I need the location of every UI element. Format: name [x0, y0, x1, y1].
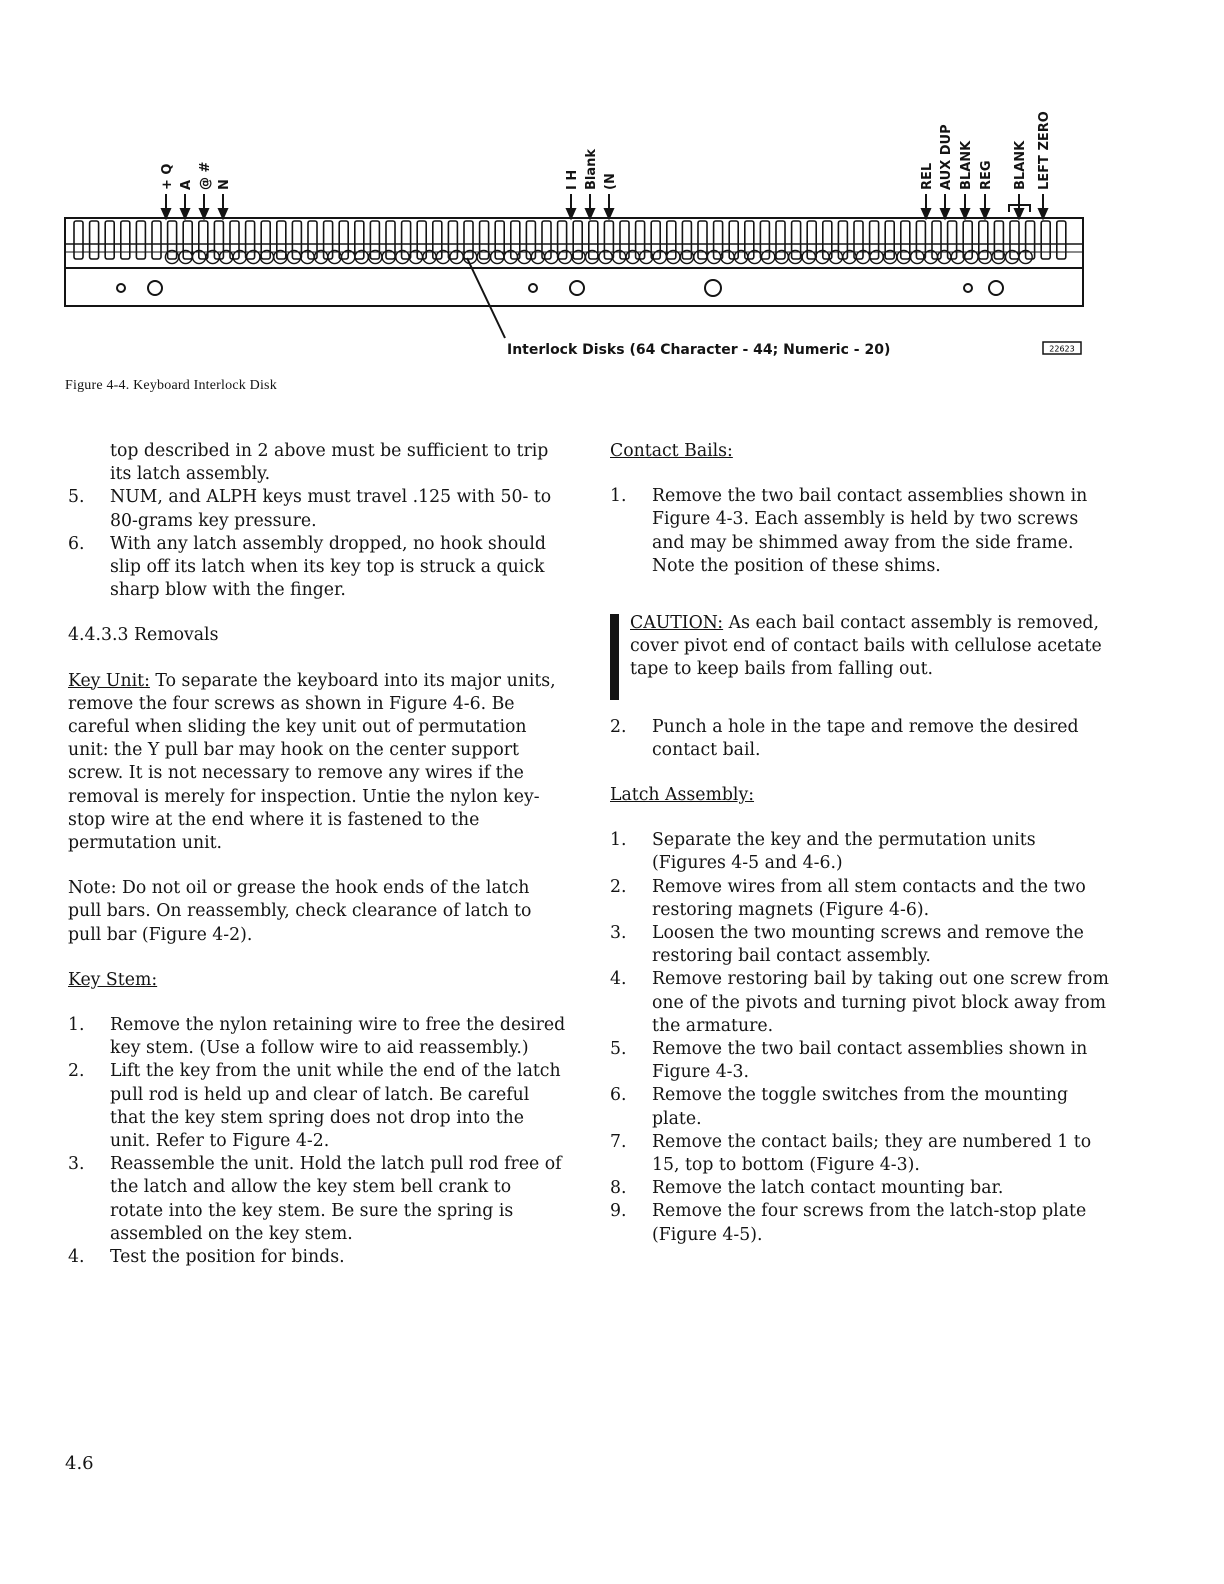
list-item — [68, 1060, 568, 1153]
figure-caption: Figure 4-4. Keyboard Interlock Disk — [65, 378, 277, 393]
list-item-number: 9. — [610, 1201, 627, 1222]
page-number: 4.6 — [65, 1453, 94, 1474]
right-column — [610, 440, 1110, 1247]
contact-bails-heading: Contact Bails: — [610, 441, 733, 461]
left-column — [68, 440, 568, 1269]
caution-text: As each bail contact assembly is removed, cover pivot end of contact bails with cellulose acetate tape to keep bails from falling out. — [630, 613, 1102, 680]
list-item-text: Loosen the two mounting screws and remove the restoring bail contact assembly. — [652, 923, 1084, 967]
latch-assembly-heading: Latch Assembly: — [610, 785, 755, 806]
key-stem — [324, 221, 333, 259]
key-stem — [994, 221, 1003, 259]
key-arrow-head — [1039, 209, 1047, 218]
key-label: LEFT ZERO — [1037, 111, 1052, 190]
hole — [705, 280, 721, 296]
list-item-number: 1. — [610, 830, 627, 851]
list-item — [610, 876, 1110, 922]
key-stem — [651, 221, 660, 259]
list-item-text: Remove the four screws from the latch-stop plate (Figure 4-5). — [652, 1201, 1087, 1245]
key-stem — [885, 221, 894, 259]
section-heading: 4.4.3.3 Removals — [68, 625, 219, 646]
key-arrow-head — [567, 209, 575, 218]
key-arrow-head — [1015, 209, 1023, 218]
list-item-number: 6. — [68, 533, 85, 554]
key-label: A — [179, 179, 194, 190]
key-arrow-head — [181, 209, 189, 218]
key-label: + Q — [160, 163, 175, 190]
list-item-text: Remove the latch contact mounting bar. — [652, 1178, 1004, 1199]
list-item — [610, 968, 1110, 1038]
hole — [570, 281, 584, 295]
list-item — [610, 829, 1110, 875]
key-arrows — [162, 194, 1047, 218]
continuation-text: top described in 2 above must be sufficient to trip its latch assembly. — [110, 441, 549, 485]
list-item — [68, 1153, 568, 1246]
key-stem — [760, 221, 769, 259]
key-stem — [480, 221, 489, 259]
list-item-number: 1. — [610, 486, 627, 507]
list-item-number: 3. — [610, 923, 627, 944]
keyboard-frame-lower — [65, 268, 1083, 306]
list-item-text: Reassemble the unit. Hold the latch pull rod free of the latch and allow the key stem bell crank to rotate into the key stem. Be sure the spring is assembled on the key stem. — [110, 1154, 562, 1244]
list-item-text: NUM, and ALPH keys must travel .125 with 50- to 80-grams key pressure. — [110, 487, 552, 531]
list-item-number: 2. — [610, 716, 627, 737]
list-item — [610, 922, 1110, 968]
key-stem — [1026, 221, 1035, 259]
key-stem — [776, 221, 785, 259]
key-unit-paragraph: Key Unit: To separate the keyboard into its major units, remove the four screws as shown in Figure 4-6. Be careful when sliding the key unit out of permutation unit: the Y pull bar may hook on the center support screw. It is not necessary to remove any wires if the removal is merely for inspection. Untie the nylon key-stop wire at the end where it is fastened to the permutation unit. — [68, 670, 556, 854]
list-item-text: Remove restoring bail by taking out one screw from one of the pivots and turning pivot block away from the armature. — [652, 969, 1109, 1036]
list-item-number: 2. — [610, 876, 627, 897]
key-label: Blank — [584, 148, 599, 190]
key-stem — [1057, 221, 1066, 259]
key-stem — [90, 221, 99, 259]
key-stem — [370, 221, 379, 259]
key-arrow-head — [981, 209, 989, 218]
list-item — [610, 1177, 1110, 1200]
key-arrow-head — [200, 209, 208, 218]
key-stem — [526, 221, 535, 259]
key-label: N — [217, 179, 232, 190]
caution-bar — [610, 614, 619, 700]
list-item-text: Separate the key and the permutation units (Figures 4-5 and 4-6.) — [652, 830, 1036, 874]
key-stem-list — [68, 1014, 568, 1269]
key-label: BLANK — [959, 140, 974, 190]
list-item-number: 1. — [68, 1015, 85, 1036]
key-arrow-head — [605, 209, 613, 218]
key-stem — [963, 221, 972, 259]
hole — [529, 284, 537, 292]
list-item-text: Remove the two bail contact assemblies shown in Figure 4-3. — [652, 1039, 1088, 1083]
key-stem — [152, 221, 161, 259]
key-label: @ # — [198, 161, 213, 190]
key-stem — [277, 221, 286, 259]
key-label: (N — [603, 173, 618, 190]
list-item-text: Test the position for binds. — [110, 1247, 345, 1268]
key-label: I H — [565, 169, 580, 190]
hole — [989, 281, 1003, 295]
list-item-text: Remove wires from all stem contacts and the two restoring magnets (Figure 4-6). — [652, 876, 1086, 920]
key-stem — [402, 221, 411, 259]
list-item — [610, 485, 1110, 578]
hole — [117, 284, 125, 292]
list-item-number: 6. — [610, 1085, 627, 1106]
list-item-number: 2. — [68, 1061, 85, 1082]
key-label: REL — [920, 162, 935, 190]
key-stem-heading: Key Stem: — [68, 969, 158, 990]
key-stem — [121, 221, 130, 259]
test-items — [68, 486, 568, 602]
hole — [148, 281, 162, 295]
key-stem — [168, 221, 177, 259]
list-item-number: 4. — [610, 969, 627, 990]
list-item — [610, 1200, 1110, 1246]
key-label: AUX DUP — [939, 124, 954, 190]
key-stem — [573, 221, 582, 259]
key-stem — [682, 221, 691, 259]
key-arrow-head — [922, 209, 930, 218]
key-arrow-head — [586, 209, 594, 218]
mounting-holes — [117, 280, 1003, 296]
list-item-text: Remove the two bail contact assemblies shown in Figure 4-3. Each assembly is held by two screws and may be shimmed away from the side frame. Note the position of these shims. — [652, 486, 1088, 576]
key-stem — [448, 221, 457, 259]
ref-number: 22623 — [1049, 344, 1075, 354]
list-item — [610, 1131, 1110, 1177]
key-arrow-head — [941, 209, 949, 218]
key-stem — [105, 221, 114, 259]
key-stem — [74, 221, 83, 259]
list-item-number: 7. — [610, 1131, 627, 1152]
key-labels — [160, 111, 1052, 190]
contact-bails-list — [610, 485, 1110, 578]
key-label: BLANK — [1013, 140, 1028, 190]
keyboard-interlock-figure — [0, 0, 1224, 370]
list-item — [68, 1246, 568, 1269]
list-item-text: With any latch assembly dropped, no hook should slip off its latch when its key top is struck a quick sharp blow with the finger. — [110, 533, 546, 601]
callout-label: Interlock Disks (64 Character - 44; Numeric - 20) — [507, 342, 891, 358]
list-item-text: Punch a hole in the tape and remove the desired contact bail. — [652, 716, 1079, 760]
list-item-text: Remove the toggle switches from the mounting plate. — [652, 1085, 1069, 1129]
caution-box — [610, 612, 1110, 682]
list-item-number: 8. — [610, 1178, 627, 1199]
key-stem — [261, 221, 270, 259]
hole — [964, 284, 972, 292]
key-arrow-head — [162, 209, 170, 218]
key-stem — [792, 221, 801, 259]
list-item — [610, 716, 1110, 762]
key-arrow-head — [961, 209, 969, 218]
list-item-number: 3. — [68, 1154, 85, 1175]
key-stem — [838, 221, 847, 259]
list-item-text: Remove the nylon retaining wire to free the desired key stem. (Use a follow wire to aid reassembly.) — [110, 1015, 566, 1059]
latch-assembly-list — [610, 829, 1110, 1247]
list-item — [610, 1038, 1110, 1084]
key-stem — [589, 221, 598, 259]
list-item — [68, 1014, 568, 1060]
list-item-number: 5. — [610, 1039, 627, 1060]
list-item-number: 5. — [68, 487, 85, 508]
callout-leader — [467, 258, 505, 338]
key-stem — [916, 221, 925, 259]
key-stem — [246, 221, 255, 259]
note-paragraph: Note: Do not oil or grease the hook ends of the latch pull bars. On reassembly, check clearance of latch to pull bar (Figure 4-2). — [68, 878, 532, 945]
key-label: REG — [979, 160, 994, 190]
list-item — [68, 533, 568, 603]
key-stem — [1041, 221, 1050, 259]
list-item-text: Remove the contact bails; they are numbered 1 to 15, top to bottom (Figure 4-3). — [652, 1131, 1092, 1176]
key-stem — [136, 221, 145, 259]
list-item-number: 4. — [68, 1247, 85, 1268]
list-item-text: Lift the key from the unit while the end of the latch pull rod is held up and clear of latch. Be careful that the key stem spring does not drop into the unit. Refer to Figure 4-2. — [110, 1061, 561, 1152]
list-item — [68, 486, 568, 532]
contact-bails-list-2 — [610, 716, 1110, 762]
caution-label: CAUTION: — [630, 613, 724, 634]
key-stem — [604, 221, 613, 259]
key-unit-label: Key Unit: — [68, 670, 150, 691]
list-item — [610, 1084, 1110, 1130]
key-arrow-head — [219, 209, 227, 218]
